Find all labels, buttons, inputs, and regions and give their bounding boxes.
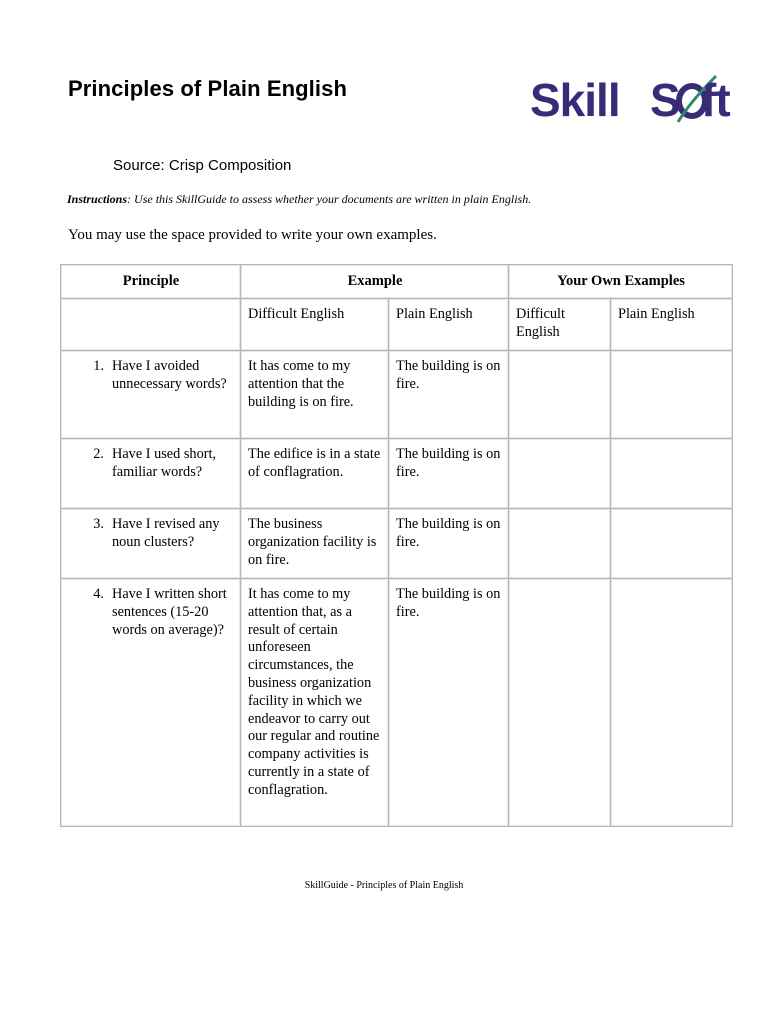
principles-table	[60, 264, 733, 827]
subheader-row	[61, 299, 733, 351]
table-row	[61, 439, 733, 509]
plain-example: The building is on fire.	[389, 351, 509, 439]
table-row	[61, 579, 733, 827]
own-difficult-field[interactable]	[509, 351, 611, 439]
principle-cell	[61, 351, 241, 439]
table-row	[61, 509, 733, 579]
principle-text: Have I written short sentences (15-20 words on average)?	[112, 586, 227, 638]
difficult-example: The business organization facility is on fire.	[241, 509, 389, 579]
own-difficult-field[interactable]	[509, 439, 611, 509]
svg-text:ft: ft	[701, 74, 730, 126]
space-note: You may use the space provided to write your own examples.	[68, 227, 437, 243]
difficult-example: It has come to my attention that, as a result of certain unforeseen circumstances, the business organization facility in which we endeavor to carry out our regular and routine company activities is currently in a state of conflagration.	[241, 579, 389, 827]
instructions	[67, 192, 531, 207]
page-title: Principles of Plain English	[68, 76, 347, 101]
skillsoft-logo	[528, 72, 730, 128]
principle-text: Have I used short, familiar words?	[112, 446, 217, 480]
subheader-difficult: Difficult English	[241, 299, 389, 351]
principle-number: 4.	[93, 586, 104, 602]
source-line: Source: Crisp Composition	[113, 157, 292, 174]
table-row	[61, 351, 733, 439]
principle-number: 2.	[93, 446, 104, 462]
principle-text: Have I avoided unnecessary words?	[112, 358, 227, 392]
subheader-own-difficult: Difficult English	[509, 299, 611, 351]
principle-number: 1.	[93, 358, 104, 374]
svg-text:S: S	[650, 74, 680, 126]
svg-text:Skill: Skill	[530, 74, 620, 126]
own-plain-field[interactable]	[611, 509, 733, 579]
instructions-text: : Use this SkillGuide to assess whether your documents are written in plain English.	[127, 192, 532, 206]
plain-example: The building is on fire.	[389, 579, 509, 827]
own-difficult-field[interactable]	[509, 579, 611, 827]
own-plain-field[interactable]	[611, 351, 733, 439]
header-principle: Principle	[61, 265, 241, 299]
difficult-example: The edifice is in a state of conflagration.	[241, 439, 389, 509]
principle-text: Have I revised any noun clusters?	[112, 516, 220, 550]
principle-number: 3.	[93, 516, 104, 532]
principle-cell	[61, 509, 241, 579]
plain-example: The building is on fire.	[389, 509, 509, 579]
header-example: Example	[241, 265, 509, 299]
subheader-own-plain: Plain English	[611, 299, 733, 351]
instructions-label: Instructions	[67, 192, 128, 206]
subheader-empty	[61, 299, 241, 351]
own-plain-field[interactable]	[611, 579, 733, 827]
principle-cell	[61, 439, 241, 509]
header-own-examples: Your Own Examples	[509, 265, 733, 299]
principle-cell	[61, 579, 241, 827]
difficult-example: It has come to my attention that the building is on fire.	[241, 351, 389, 439]
own-plain-field[interactable]	[611, 439, 733, 509]
page-footer: SkillGuide - Principles of Plain English	[304, 880, 464, 891]
own-difficult-field[interactable]	[509, 509, 611, 579]
subheader-plain: Plain English	[389, 299, 509, 351]
header-row	[61, 265, 733, 299]
plain-example: The building is on fire.	[389, 439, 509, 509]
